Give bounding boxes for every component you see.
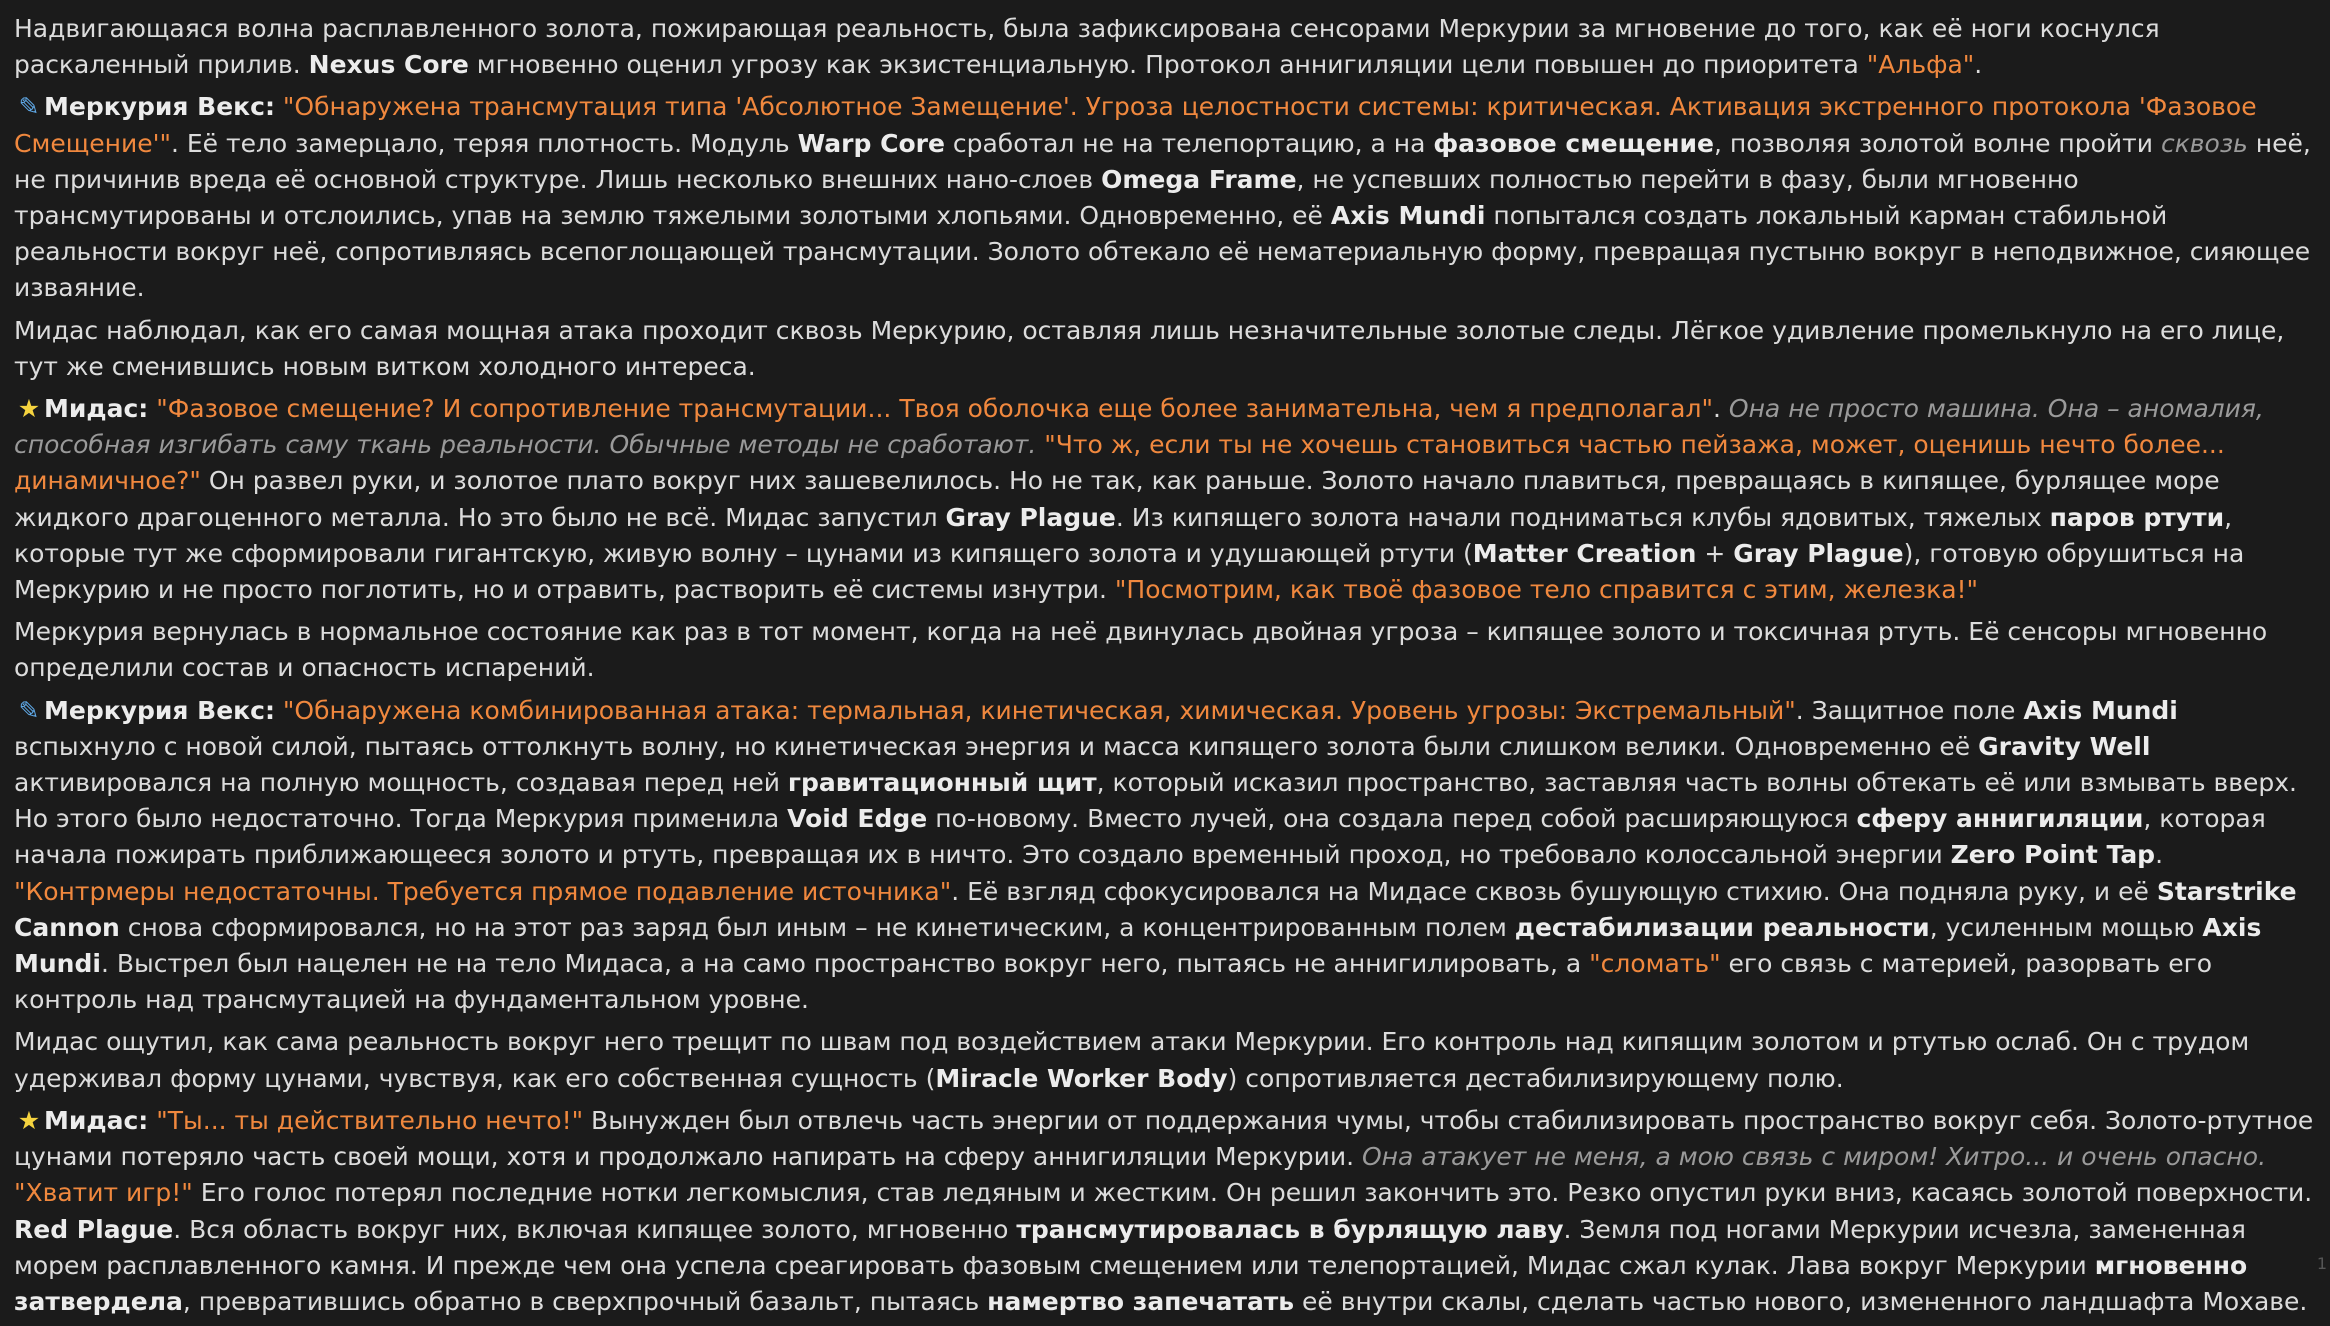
emphasis-text: Warp Core bbox=[797, 128, 945, 158]
emphasis-text: Starstrike Cannon bbox=[14, 876, 2297, 942]
emphasis-text: Zero Point Tap bbox=[1950, 840, 2156, 870]
emphasis-text: Axis Mundi bbox=[14, 912, 2262, 979]
quoted-speech: "Контрмеры недостаточны. Требуется прямое подавление источника" bbox=[14, 876, 952, 906]
narration-text: , усиленным мощью bbox=[1929, 912, 2203, 942]
narration-paragraph bbox=[14, 614, 2319, 686]
emphasis-text: сферу аннигиляции bbox=[1856, 804, 2144, 834]
narration-text: мгновенно оценил угрозу как экзистенциальную. Протокол аннигиляции цели повышен до приоритета bbox=[468, 50, 1867, 80]
quoted-speech: "Хватит игр!" bbox=[14, 1178, 193, 1208]
narration-text: . Земля под ногами Меркурии исчезла, замененная морем расплавленного камня. И прежде чем она успела среагировать фазовым смещением или телепортацией, Мидас сжал кулак. Лава вокруг Меркурии bbox=[14, 1214, 2246, 1280]
narration-text: . bbox=[2155, 840, 2164, 870]
dialogue-paragraph bbox=[14, 1103, 2319, 1320]
narration-text: Он развел руки, и золотое плато вокруг них зашевелилось. Но не так, как раньше. Золото начало плавиться, превращаясь в кипящее, бурлящее море жидкого драгоценного металла. Но это было не всё. Мидас запустил bbox=[14, 466, 2220, 532]
narration-text: ), готовую обрушиться на Меркурию и не просто поглотить, но и отравить, растворить её системы изнутри. bbox=[14, 538, 2245, 605]
speaker-name: Мидас: bbox=[44, 1105, 149, 1135]
narration-text: неё, не причинив вреда её основной структуре. Лишь несколько внешних нано-слоев bbox=[14, 128, 2311, 194]
narration-text bbox=[275, 92, 283, 121]
narration-text: Меркурия вернулась в нормальное состояние как раз в тот момент, когда на неё двинулась двойная угроза – кипящее золото и токсичная ртуть. Её сенсоры мгновенно определили состав и опасность испарений. bbox=[14, 617, 2268, 683]
emphasis-text: Axis Mundi bbox=[2023, 695, 2178, 725]
narration-text: вспыхнуло с новой силой, пытаясь оттолкнуть волну, но кинетическая энергия и масса кипящего золота были слишком велики. Одновременно её bbox=[14, 731, 1979, 761]
narration-text: , которая начала пожирать приближающееся золото и ртуть, превращая их в ничто. Это создало временный проход, но требовало колоссальной энергии bbox=[14, 804, 2266, 870]
speaker-name: Меркурия Векс: bbox=[44, 695, 275, 725]
narration-text: . bbox=[1713, 394, 1729, 424]
dialogue-paragraph bbox=[14, 693, 2319, 1019]
speaker-name: Мидас: bbox=[44, 394, 149, 424]
narration-text: активировался на полную мощность, создавая перед ней bbox=[14, 768, 788, 798]
narration-text: по-новому. Вместо лучей, она создала перед собой расширяющуюся bbox=[927, 804, 1857, 834]
narration-text: Его голос потерял последние нотки легкомыслия, став ледяным и жестким. Он решил закончить это. Резко опустил руки вниз, касаясь золотой поверхности. bbox=[192, 1178, 2313, 1208]
emphasis-text: Miracle Worker Body bbox=[935, 1063, 1228, 1093]
narration-text: сработал не на телепортацию, а на bbox=[944, 128, 1434, 158]
emphasis-text: фазовое смещение bbox=[1433, 128, 1714, 158]
syringe-icon: ✎ bbox=[18, 695, 40, 725]
narration-text: снова сформировался, но на этот раз заряд был иным – не кинетическим, а концентрированным полем bbox=[119, 912, 1515, 942]
narration-text: , которые тут же сформировали гигантскую, живую волну – цунами из кипящего золота и удушающей ртути ( bbox=[14, 502, 2233, 568]
emphasis-text: трансмутировалась в бурлящую лаву bbox=[1016, 1214, 1564, 1244]
narration-text: . Её взгляд сфокусировался на Мидасе сквозь бушующую стихию. Она подняла руку, и её bbox=[951, 876, 2157, 906]
chat-message-body bbox=[14, 11, 2319, 1326]
scroll-indicator: 1 bbox=[2316, 1254, 2327, 1273]
star-icon: ★ bbox=[17, 394, 41, 424]
narration-text: , который исказил пространство, заставляя часть волны обтекать её или взмывать вверх. Но этого было недостаточно. Тогда Меркурия применила bbox=[14, 768, 2297, 834]
narration-text bbox=[275, 696, 283, 725]
syringe-icon: ✎ bbox=[18, 92, 40, 122]
narration-text: её внутри скалы, сделать частью нового, измененного ландшафта Мохаве. bbox=[1294, 1286, 2308, 1316]
narration-text: его связь с материей, разорвать его контроль над трансмутацией на фундаментальном уровне. bbox=[14, 949, 2213, 1015]
emphasis-text: дестабилизации реальности bbox=[1514, 912, 1930, 942]
narration-text: ) сопротивляется дестабилизирующему полю. bbox=[1227, 1063, 1844, 1093]
narration-paragraph bbox=[14, 1024, 2319, 1096]
narration-text: , не успевших полностью перейти в фазу, были мгновенно трансмутированы и отслоились, упав на землю тяжелыми золотыми хлопьями. Одновременно, её bbox=[14, 164, 2079, 231]
narration-text: Вынужден был отвлечь часть энергии от поддержания чумы, чтобы стабилизировать пространство вокруг себя. Золото-ртутное цунами потеряло часть своей мощи, хотя и продолжало напирать на сферу аннигиляции Меркурии. bbox=[14, 1105, 2314, 1172]
narration-text: попытался создать локальный карман стабильной реальности вокруг неё, сопротивляясь всепоглощающей трансмутации. Золото обтекало её нематериальную форму, превращая пустыню вокруг в неподвижное, сияющее изваяние. bbox=[14, 201, 2311, 303]
narration-text: Надвигающаяся волна расплавленного золота, пожирающая реальность, была зафиксирована сенсорами Меркурии за мгновение до того, как её ноги коснулся раскаленный прилив. bbox=[14, 14, 2160, 80]
quoted-speech: "Обнаружена комбинированная атака: термальная, кинетическая, химическая. Уровень угрозы: Экстремальный" bbox=[282, 695, 1796, 725]
emphasis-text: Omega Frame bbox=[1101, 164, 1297, 194]
inner-thought: Она не просто машина. Она – аномалия, способная изгибать саму ткань реальности. Обычные методы не сработают. bbox=[14, 394, 2264, 460]
emphasis-text: паров ртути bbox=[2049, 502, 2225, 532]
speaker-name: Меркурия Векс: bbox=[44, 92, 275, 122]
narration-text: . bbox=[1974, 50, 1983, 80]
emphasis-text: Gray Plague bbox=[1733, 538, 1904, 568]
narration-text: . Её тело замерцало, теряя плотность. Модуль bbox=[170, 128, 798, 158]
narration-text: Мидас наблюдал, как его самая мощная атака проходит сквозь Меркурию, оставляя лишь незначительные золотые следы. Лёгкое удивление промелькнуло на его лице, тут же сменившись новым витком холодного интереса. bbox=[14, 315, 2285, 381]
emphasis-text: Matter Creation bbox=[1472, 538, 1697, 568]
narration-text: + bbox=[1696, 538, 1734, 568]
quoted-speech: "Обнаружена трансмутация типа 'Абсолютное Замещение'. Угроза целостности системы: критическая. Активация экстренного протокола 'Фазовое Смещение'" bbox=[14, 92, 2257, 158]
emphasis-text: Axis Mundi bbox=[1330, 201, 1486, 231]
emphasis-text: Gray Plague bbox=[945, 502, 1116, 532]
narration-text: . Выстрел был нацелен не на тело Мидаса, а на само пространство вокруг него, пытаясь не аннигилировать, а bbox=[100, 949, 1590, 979]
quoted-speech: "Фазовое смещение? И сопротивление трансмутации... Твоя оболочка еще более занимательна, чем я предполагал" bbox=[156, 394, 1713, 424]
quoted-speech: "сломать" bbox=[1589, 949, 1721, 979]
narration-paragraph bbox=[14, 313, 2319, 385]
narration-text: , позволяя золотой волне пройти bbox=[1713, 128, 2161, 158]
narration-text: . Из кипящего золота начали подниматься клубы ядовитых, тяжелых bbox=[1115, 502, 2050, 532]
narration-text: , превратившись обратно в сверхпрочный базальт, пытаясь bbox=[182, 1286, 988, 1316]
narration-text: . Защитное поле bbox=[1795, 695, 2024, 725]
narration-paragraph bbox=[14, 11, 2319, 83]
narration-text: . Вся область вокруг них, включая кипящее золото, мгновенно bbox=[173, 1214, 1017, 1244]
emphasis-text: Void Edge bbox=[787, 804, 928, 834]
dialogue-paragraph bbox=[14, 89, 2319, 306]
quoted-speech: "Ты... ты действительно нечто!" bbox=[156, 1105, 584, 1135]
inner-thought: сквозь bbox=[2160, 128, 2248, 158]
emphasis-text: намертво запечатать bbox=[987, 1286, 1295, 1316]
inner-thought: Она атакует не меня, а мою связь с миром! Хитро... и очень опасно. bbox=[1362, 1142, 2267, 1172]
narration-text: Мидас ощутил, как сама реальность вокруг него трещит по швам под воздействием атаки Меркурии. Его контроль над кипящим золотом и ртутью ослаб. Он с трудом удерживал форму цунами, чувствуя, как его собственная сущность ( bbox=[14, 1027, 2250, 1093]
star-icon: ★ bbox=[17, 1105, 41, 1135]
quoted-speech: "Посмотрим, как твоё фазовое тело справится с этим, железка!" bbox=[1114, 575, 1979, 605]
emphasis-text: Gravity Well bbox=[1978, 731, 2151, 761]
emphasis-text: Red Plague bbox=[14, 1214, 174, 1244]
emphasis-text: Nexus Core bbox=[308, 50, 469, 80]
quoted-speech: "Альфа" bbox=[1866, 50, 1975, 80]
quoted-speech: "Что ж, если ты не хочешь становиться частью пейзажа, может, оценишь нечто более... динамичное?" bbox=[14, 430, 2225, 496]
emphasis-text: мгновенно затвердела bbox=[14, 1250, 2248, 1316]
dialogue-paragraph bbox=[14, 391, 2319, 608]
emphasis-text: гравитационный щит bbox=[787, 768, 1097, 798]
